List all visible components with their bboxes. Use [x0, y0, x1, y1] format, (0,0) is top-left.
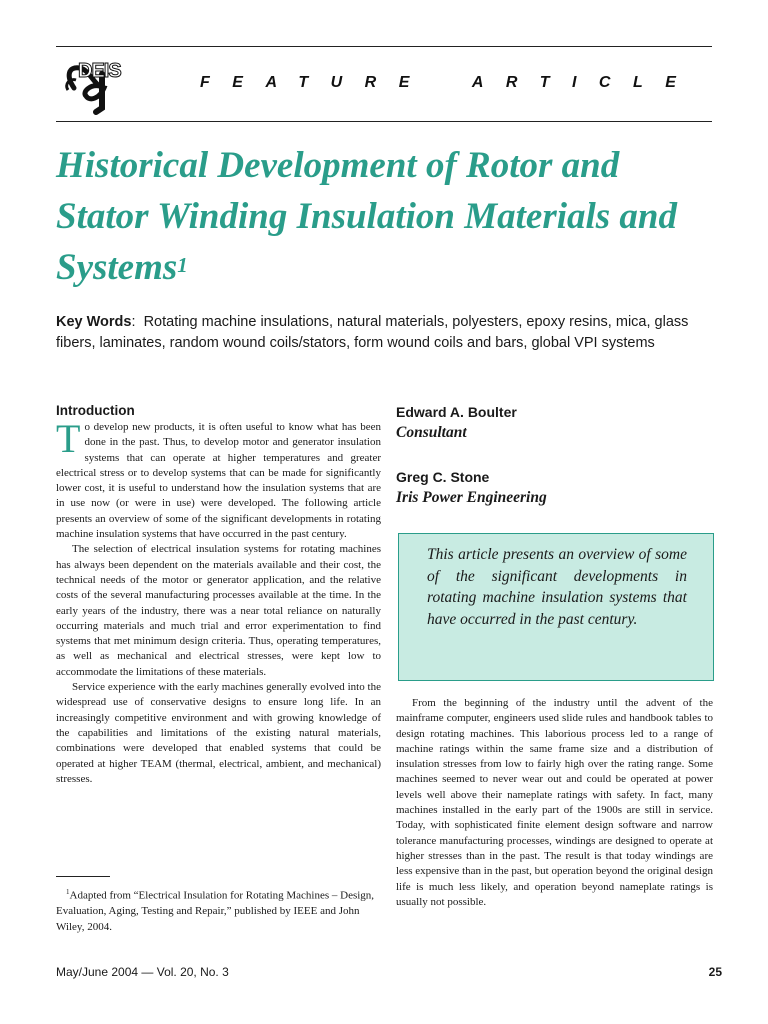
introduction-heading: Introduction: [56, 403, 135, 418]
author-block-1: [396, 404, 714, 442]
footnote-text: Adapted from “Electrical Insulation for Rotating Machines – Design, Evaluation, Aging, Testing and Repair,” published by IEEE and John Wiley, 2004.: [56, 889, 375, 933]
author-block-2: [396, 469, 714, 507]
top-rule: [56, 46, 712, 47]
intro-paragraph-1: [56, 416, 381, 542]
section-label: [200, 74, 698, 92]
intro-paragraph-1-text: o develop new products, it is often useful to know what has been done in the past. Thus, to develop motor and generator insulation systems that can operate at higher temperatures and greater electrical stress or to develop systems that can be made for significantly lower cost, it is useful to understand how the insulation systems that are in use now (or were in use) were developed. The following article presents an overview of some of the significant developments in rotating machine insulation systems that have occurred in the past century.: [56, 421, 381, 541]
page-number: 25: [708, 965, 722, 979]
header-bottom-rule: [56, 121, 712, 122]
right-column-body: [396, 696, 713, 910]
footnote-mark: 1: [66, 888, 70, 896]
section-word-feature: FEATURE: [200, 74, 432, 91]
article-title: [56, 140, 696, 293]
footnote: [56, 885, 381, 935]
intro-paragraph-2: The selection of electrical insulation systems for rotating machines has always been dependent on the materials available and their cost, the technical needs of the motor or generator application, and the relative costs of the several manufacturing processes available at the time. In the early years of the industry, there was a near total reliance on naturally occurring materials and much trial and error experimentation to find systems that met minimum design criteria. Thus, operating temperatures, as well as mechanical and electrical stresses, were kept low to accommodate the limitations of these materials.: [56, 543, 381, 678]
section-word-article: ARTICLE: [471, 74, 699, 91]
issue-info: May/June 2004 — Vol. 20, No. 3: [56, 965, 229, 979]
author-affiliation: Iris Power Engineering: [396, 489, 547, 506]
author-affiliation: Consultant: [396, 424, 467, 441]
logo-text: DEIS: [78, 60, 121, 82]
article-title-text: Historical Development of Rotor and Stator Winding Insulation Materials and Systems: [56, 145, 678, 288]
keywords-label: Key Words: [56, 314, 132, 330]
left-column: [56, 403, 381, 787]
right-paragraph-1: From the beginning of the industry until the advent of the mainframe computer, engineers used slide rules and handbook tables to design rotating machines. This laborious process led to a range of machine ratings within the same frame size and a distribution of insulation stresses from low to fairly high over the rating range. Some machines seemed to never wear out and could be operated at power levels well above their nameplate ratings with safety. In fact, many machines installed in the early part of the 1900s are still in service. Today, with sophisticated finite element design software and narrow tolerance manufacturing processes, windings are designed to operate at higher stresses than in the past. The result is that today windings are less expensive than in the past, but operation beyond the original design life is much less likely, and operation beyond nameplate ratings is usually not possible.: [396, 697, 713, 908]
intro-paragraph-3: Service experience with the early machines generally evolved into the widespread use of conservative designs to ensure long life. In an increasingly competitive environment and with growing knowledge of the capabilities and limitations of the existing natural materials, combinations were developed that enabled systems that could be operated at higher TEAM (thermal, electrical, ambient, and mechanical) stresses.: [56, 681, 381, 785]
pull-quote-text: This article presents an overview of some of the significant developments in rotating machine insulation systems that have occurred in the past century.: [427, 546, 687, 628]
drop-cap: T: [56, 416, 81, 461]
keywords: Key Words: Rotating machine insulations, natural materials, polyesters, epoxy resins, mica, glass fibers, laminates, random wound coils/stators, form wound coils and bars, global VPI systems: [56, 314, 689, 351]
author-name: Edward A. Boulter: [396, 404, 517, 420]
keywords-text: Rotating machine insulations, natural materials, polyesters, epoxy resins, mica, glass fibers, laminates, random wound coils/stators, form wound coils and bars, global VPI systems: [56, 314, 689, 351]
pull-quote-box: [398, 533, 714, 681]
author-name: Greg C. Stone: [396, 469, 490, 485]
title-footnote-mark: 1: [177, 253, 188, 277]
footnote-rule: [56, 876, 110, 877]
